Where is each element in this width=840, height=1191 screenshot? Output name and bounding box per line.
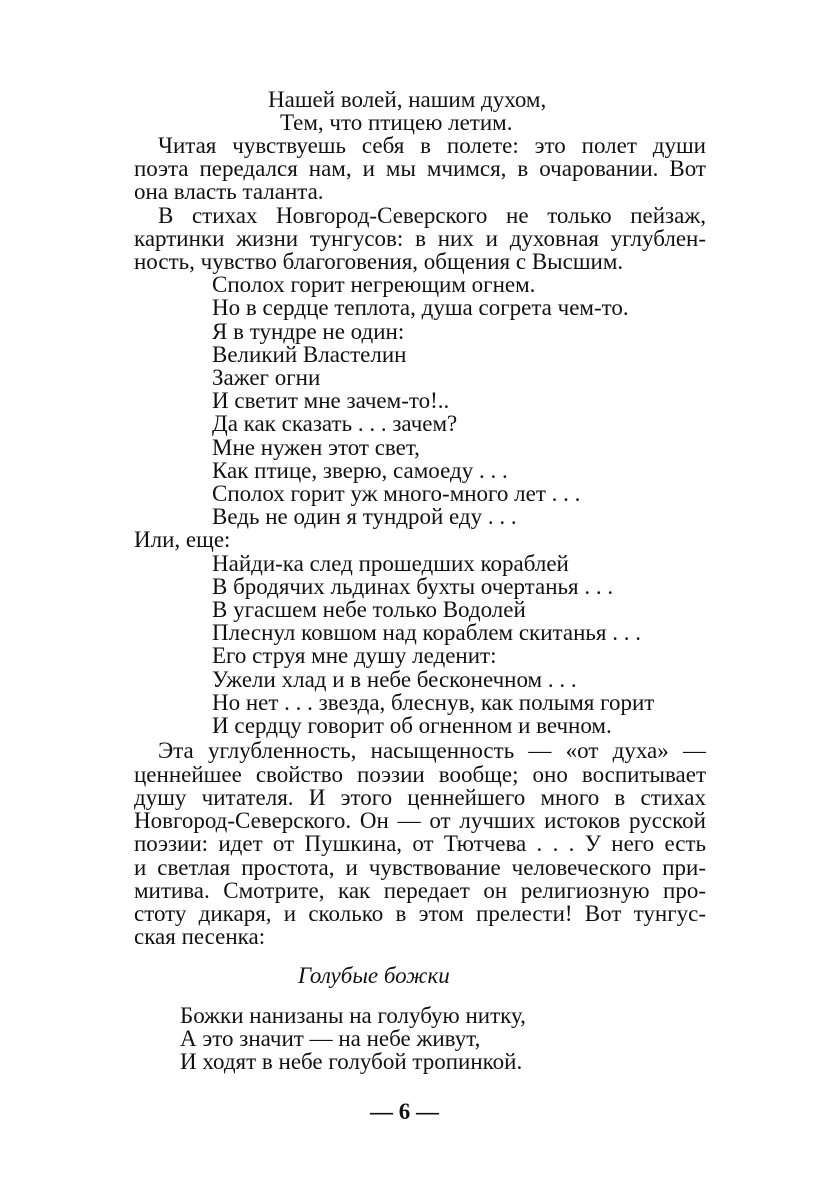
paragraph-line: Читая чувствуешь себя в полете: это полет души	[158, 133, 706, 158]
poem-line: В угасшем небе только Водолей	[212, 597, 526, 622]
paragraph-line: Или, еще:	[134, 527, 231, 552]
paragraph-line: В стихах Новгород-Северского не только пейзаж,	[158, 203, 706, 228]
poem-title: Голубые божки	[298, 963, 450, 988]
poem-line: Найди-ка след прошедших кораблей	[212, 551, 569, 576]
poem-line: А это значит — на небе живут,	[180, 1026, 481, 1051]
poem-line: Ужели хлад и в небе бесконечном . . .	[212, 667, 577, 692]
poem-line: Плеснул ковшом над кораблем скитанья . . .	[212, 620, 641, 645]
poem-line: И сердцу говорит об огненном и вечном.	[212, 713, 612, 738]
poem-line: Его струя мне душу леденит:	[212, 643, 497, 668]
poem-line: Ведь не один я тундрой еду . . .	[212, 504, 517, 529]
poem-line: Сполох горит уж много-много лет . . .	[212, 481, 581, 506]
paragraph-line: Эта углубленность, насыщенность — «от духа» —	[158, 738, 706, 763]
paragraph-line: поэзии: идет от Пушкина, от Тютчева . . . У него есть	[134, 831, 706, 856]
paragraph-line: ность, чувство благоговения, общения с Высшим.	[134, 249, 624, 274]
paragraph-line: душу читателя. И этого ценнейшего много в стихах	[134, 785, 706, 810]
paragraph-line: ценнейшее свойство поэзии вообще; оно воспитывает	[134, 762, 706, 787]
poem-line: Сполох горит негреющим огнем.	[212, 272, 536, 297]
verse-line: Нашей волей, нашим духом,	[268, 87, 547, 112]
paragraph-line: поэта передался нам, и мы мчимся, в очаровании. Вот	[134, 156, 706, 181]
paragraph-line: картинки жизни тунгусов: в них и духовная углублен-	[134, 226, 706, 251]
verse-line: Тем, что птицею летим.	[280, 110, 513, 135]
paragraph-line: она власть таланта.	[134, 179, 324, 204]
poem-line: И ходят в небе голубой тропинкой.	[180, 1049, 523, 1074]
paragraph-line: и светлая простота, и чувствование человеческого при-	[134, 855, 706, 880]
poem-line: Мне нужен этот свет,	[212, 435, 420, 460]
poem-line: Как птице, зверю, самоеду . . .	[212, 458, 508, 483]
poem-line: Да как сказать . . . зачем?	[212, 411, 458, 436]
poem-line: В бродячих льдинах бухты очертанья . . .	[212, 574, 614, 599]
poem-line: Великий Властелин	[212, 342, 407, 367]
poem-line: Но в сердце теплота, душа согрета чем-то.	[212, 295, 629, 320]
poem-line: Но нет . . . звезда, блеснув, как полымя горит	[212, 690, 655, 715]
page-number: — 6 —	[370, 1099, 439, 1124]
poem-line: Я в тундре не один:	[212, 319, 405, 344]
paragraph-line: стоту дикаря, и сколько в этом прелести! Вот тунгус-	[134, 901, 706, 926]
poem-line: И светит мне зачем-то!..	[212, 388, 450, 413]
poem-line: Зажег огни	[212, 365, 321, 390]
poem-line: Божки нанизаны на голубую нитку,	[180, 1003, 526, 1028]
paragraph-line: ская песенка:	[134, 924, 266, 949]
paragraph-line: Новгород-Северского. Он — от лучших истоков русской	[134, 808, 706, 833]
paragraph-line: митива. Смотрите, как передает он религиозную про-	[134, 878, 706, 903]
